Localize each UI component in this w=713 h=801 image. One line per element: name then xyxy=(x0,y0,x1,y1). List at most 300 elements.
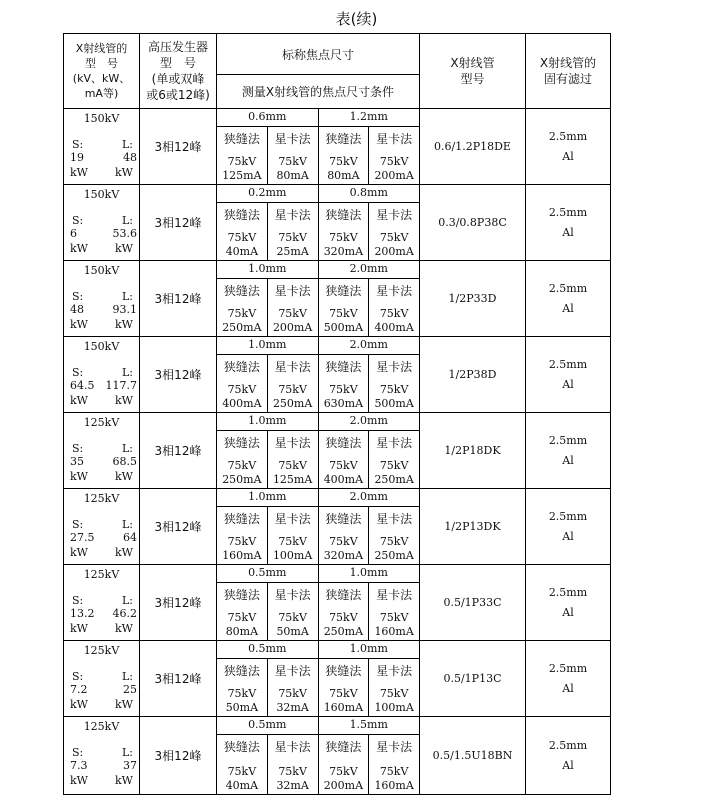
inherent-filtration xyxy=(526,565,610,640)
method-params xyxy=(226,765,258,793)
focus-units xyxy=(70,546,133,559)
method-kv: 75kV xyxy=(278,535,307,548)
focus-units xyxy=(70,698,133,711)
small-focus-label: S: xyxy=(72,670,84,683)
method-cell xyxy=(319,127,370,184)
method-params xyxy=(276,155,308,183)
method-params xyxy=(374,459,413,487)
filtration-material: Al xyxy=(562,301,574,315)
nominal-size-small: 0.6mm xyxy=(217,109,319,126)
method-ma: 250mA xyxy=(222,321,262,334)
tube-voltage: 150kV xyxy=(83,340,120,353)
method-cell xyxy=(268,355,319,412)
inherent-filtration xyxy=(526,185,610,260)
method-params xyxy=(276,765,308,793)
method-params xyxy=(273,383,312,411)
large-focus-label: L: xyxy=(121,746,133,759)
method-kv: 75kV xyxy=(379,687,409,700)
tube-model: 0.5/1.5U18BN xyxy=(420,717,526,794)
power-cell xyxy=(64,185,140,260)
large-focus-power: 64 xyxy=(123,531,137,544)
method-params xyxy=(222,459,261,487)
method-name: 狭缝法 xyxy=(223,740,260,754)
tube-voltage: 150kV xyxy=(83,112,120,125)
generator-type: 3相12峰 xyxy=(140,641,217,716)
header-tube-model xyxy=(420,34,526,108)
method-list xyxy=(217,507,419,564)
method-list xyxy=(217,659,419,716)
method-kv: 75kV xyxy=(329,307,358,320)
inherent-filtration xyxy=(526,641,610,716)
method-cell xyxy=(319,431,370,488)
method-cell xyxy=(217,203,268,260)
method-cell xyxy=(369,507,419,564)
focus-labels xyxy=(72,594,133,607)
method-params xyxy=(226,231,258,259)
focus-power xyxy=(70,151,137,164)
nominal-size-small: 0.5mm xyxy=(217,641,319,658)
large-focus-unit: kW xyxy=(115,470,133,483)
generator-type: 3相12峰 xyxy=(140,717,217,794)
spec-table xyxy=(63,33,611,795)
header-tube-spec-line: (kV、kW、 xyxy=(72,72,131,85)
method-cell xyxy=(369,659,419,716)
header-tube-spec-line: 型 号 xyxy=(85,57,118,70)
method-ma: 160mA xyxy=(323,701,364,714)
method-ma: 500mA xyxy=(323,321,364,334)
nominal-sizes xyxy=(217,413,419,431)
focus-labels xyxy=(72,290,133,303)
method-name: 星卡法 xyxy=(376,208,413,222)
tube-voltage: 125kV xyxy=(83,492,120,505)
method-params xyxy=(324,383,363,411)
method-kv: 75kV xyxy=(329,687,358,700)
tube-model: 1/2P33D xyxy=(420,261,526,336)
method-name: 狭缝法 xyxy=(325,436,362,450)
nominal-size-small: 0.5mm xyxy=(217,565,319,582)
method-ma: 80mA xyxy=(327,169,360,182)
method-ma: 500mA xyxy=(374,397,414,410)
large-focus-power: 46.2 xyxy=(112,607,137,620)
header-focal-size: 标称焦点尺寸 xyxy=(217,34,419,75)
method-name: 星卡法 xyxy=(274,436,311,450)
small-focus-unit: kW xyxy=(70,698,88,711)
small-focus-label: S: xyxy=(72,366,84,379)
power-cell xyxy=(64,641,140,716)
nominal-size-large: 1.0mm xyxy=(349,566,388,579)
nominal-sizes xyxy=(217,337,419,355)
generator-type: 3相12峰 xyxy=(140,413,217,488)
method-name: 星卡法 xyxy=(274,664,311,678)
method-kv: 75kV xyxy=(227,459,257,472)
method-name: 星卡法 xyxy=(376,588,413,602)
method-cell xyxy=(319,507,370,564)
nominal-size-small: 0.5mm xyxy=(217,717,319,734)
method-kv: 75kV xyxy=(227,155,257,168)
tube-voltage: 125kV xyxy=(83,720,120,733)
method-kv: 75kV xyxy=(227,383,257,396)
focus-power xyxy=(70,683,137,696)
table-row xyxy=(64,109,610,185)
focus-labels xyxy=(72,366,133,379)
focus-power xyxy=(70,455,137,468)
large-focus-power: 68.5 xyxy=(112,455,137,468)
large-focus-unit: kW xyxy=(115,394,133,407)
nominal-sizes xyxy=(217,641,419,659)
method-list xyxy=(217,203,419,260)
power-cell xyxy=(64,565,140,640)
small-focus-power: 7.3 xyxy=(70,759,88,772)
table-row xyxy=(64,185,610,261)
method-list xyxy=(217,355,419,412)
method-params xyxy=(276,611,308,639)
method-params xyxy=(374,611,413,639)
focus-units xyxy=(70,470,133,483)
header-filtration xyxy=(526,34,610,108)
generator-type: 3相12峰 xyxy=(140,261,217,336)
method-params xyxy=(324,611,363,639)
small-focus-power: 6 xyxy=(70,227,77,240)
large-focus-label: L: xyxy=(121,442,133,455)
method-kv: 75kV xyxy=(329,383,358,396)
method-kv: 75kV xyxy=(278,611,307,624)
method-ma: 50mA xyxy=(225,701,259,714)
tube-voltage: 125kV xyxy=(83,644,120,657)
method-params xyxy=(374,231,413,259)
method-params xyxy=(324,459,363,487)
method-kv: 75kV xyxy=(379,307,409,320)
tube-model: 0.5/1P13C xyxy=(420,641,526,716)
method-cell xyxy=(319,583,370,640)
small-focus-label: S: xyxy=(72,594,84,607)
method-kv: 75kV xyxy=(278,459,307,472)
power-cell xyxy=(64,489,140,564)
small-focus-unit: kW xyxy=(70,318,88,331)
method-cell xyxy=(217,431,268,488)
small-focus-unit: kW xyxy=(70,470,88,483)
method-kv: 75kV xyxy=(379,535,409,548)
method-cell xyxy=(369,735,419,794)
method-cell xyxy=(217,659,268,716)
focus-labels xyxy=(72,746,133,759)
method-params xyxy=(222,535,261,563)
focus-units xyxy=(70,394,133,407)
method-name: 狭缝法 xyxy=(223,588,260,602)
filtration-value: 2.5mm xyxy=(548,433,588,447)
nominal-size-small: 1.0mm xyxy=(217,337,319,354)
focus-labels xyxy=(72,442,133,455)
table-row xyxy=(64,337,610,413)
method-params xyxy=(226,611,258,639)
filtration-material: Al xyxy=(562,149,574,163)
method-name: 星卡法 xyxy=(274,740,311,754)
method-ma: 80mA xyxy=(225,625,259,638)
power-cell xyxy=(64,717,140,794)
method-cell xyxy=(217,507,268,564)
small-focus-label: S: xyxy=(72,290,84,303)
filtration-value: 2.5mm xyxy=(548,585,588,599)
header-filtration-line: 固有滤过 xyxy=(543,72,592,86)
method-kv: 75kV xyxy=(227,611,257,624)
method-name: 狭缝法 xyxy=(223,664,260,678)
method-ma: 320mA xyxy=(323,549,364,562)
method-params xyxy=(374,765,413,793)
method-kv: 75kV xyxy=(329,231,358,244)
method-ma: 400mA xyxy=(222,397,262,410)
nominal-size-large: 2.0mm xyxy=(349,414,388,427)
filtration-value: 2.5mm xyxy=(548,357,588,371)
large-focus-unit: kW xyxy=(115,318,133,331)
small-focus-unit: kW xyxy=(70,166,88,179)
table-row xyxy=(64,565,610,641)
small-focus-label: S: xyxy=(72,746,84,759)
method-ma: 200mA xyxy=(323,779,364,792)
generator-type: 3相12峰 xyxy=(140,337,217,412)
large-focus-unit: kW xyxy=(115,546,133,559)
filtration-material: Al xyxy=(562,681,574,695)
method-kv: 75kV xyxy=(278,307,307,320)
small-focus-power: 19 xyxy=(70,151,84,164)
method-cell xyxy=(319,735,370,794)
inherent-filtration xyxy=(526,337,610,412)
method-params xyxy=(374,687,413,715)
filtration-value: 2.5mm xyxy=(548,509,588,523)
tube-model: 1/2P18DK xyxy=(420,413,526,488)
method-kv: 75kV xyxy=(379,383,409,396)
method-cell xyxy=(369,583,419,640)
table-row xyxy=(64,717,610,794)
method-params xyxy=(222,307,261,335)
large-focus-power: 37 xyxy=(123,759,137,772)
method-params xyxy=(374,307,413,335)
method-kv: 75kV xyxy=(227,687,257,700)
method-cell xyxy=(369,127,419,184)
header-generator-line: (单或双峰 xyxy=(151,72,205,86)
method-name: 狭缝法 xyxy=(325,512,362,526)
inherent-filtration xyxy=(526,489,610,564)
header-tube-model-line: X射线管 xyxy=(450,56,495,70)
method-params xyxy=(276,231,308,259)
focal-conditions xyxy=(217,489,420,564)
filtration-material: Al xyxy=(562,225,574,239)
tube-model: 1/2P38D xyxy=(420,337,526,412)
method-kv: 75kV xyxy=(379,231,409,244)
method-kv: 75kV xyxy=(278,687,307,700)
method-ma: 50mA xyxy=(276,625,309,638)
method-name: 星卡法 xyxy=(376,436,413,450)
focus-units xyxy=(70,774,133,787)
large-focus-label: L: xyxy=(121,138,133,151)
power-cell xyxy=(64,337,140,412)
method-name: 星卡法 xyxy=(274,208,311,222)
nominal-size-large: 2.0mm xyxy=(349,262,388,275)
tube-model: 0.6/1.2P18DE xyxy=(420,109,526,184)
method-list xyxy=(217,431,419,488)
method-params xyxy=(374,155,413,183)
method-cell xyxy=(369,203,419,260)
method-cell xyxy=(268,507,319,564)
large-focus-label: L: xyxy=(121,290,133,303)
focal-conditions xyxy=(217,641,420,716)
method-name: 狭缝法 xyxy=(325,664,362,678)
filtration-value: 2.5mm xyxy=(548,738,588,752)
focal-conditions xyxy=(217,109,420,184)
large-focus-unit: kW xyxy=(115,166,133,179)
method-cell xyxy=(268,659,319,716)
tube-voltage: 125kV xyxy=(83,568,120,581)
method-params xyxy=(324,231,363,259)
method-kv: 75kV xyxy=(329,535,358,548)
method-params xyxy=(273,459,312,487)
method-ma: 200mA xyxy=(374,169,414,182)
method-cell xyxy=(217,279,268,336)
large-focus-unit: kW xyxy=(115,774,133,787)
method-params xyxy=(327,155,359,183)
method-params xyxy=(222,155,261,183)
small-focus-power: 13.2 xyxy=(70,607,95,620)
method-name: 星卡法 xyxy=(376,132,413,146)
focal-conditions xyxy=(217,261,420,336)
method-cell xyxy=(319,659,370,716)
method-name: 星卡法 xyxy=(274,588,311,602)
method-name: 狭缝法 xyxy=(223,436,260,450)
small-focus-unit: kW xyxy=(70,394,88,407)
method-kv: 75kV xyxy=(227,535,257,548)
focal-conditions xyxy=(217,565,420,640)
method-params xyxy=(226,687,258,715)
method-params xyxy=(273,535,312,563)
header-tube-spec xyxy=(64,34,140,108)
method-ma: 250mA xyxy=(222,473,262,486)
method-name: 星卡法 xyxy=(376,664,413,678)
method-ma: 100mA xyxy=(374,701,414,714)
nominal-size-large: 2.0mm xyxy=(349,338,388,351)
focus-power xyxy=(70,303,137,316)
method-ma: 250mA xyxy=(323,625,364,638)
method-name: 星卡法 xyxy=(376,740,413,754)
method-params xyxy=(374,383,413,411)
filtration-value: 2.5mm xyxy=(548,205,588,219)
small-focus-label: S: xyxy=(72,518,84,531)
small-focus-power: 35 xyxy=(70,455,84,468)
tube-model: 0.5/1P33C xyxy=(420,565,526,640)
header-focal xyxy=(217,34,420,108)
method-name: 狭缝法 xyxy=(223,360,260,374)
nominal-sizes xyxy=(217,489,419,507)
method-params xyxy=(324,687,363,715)
method-cell xyxy=(268,279,319,336)
method-name: 星卡法 xyxy=(376,284,413,298)
method-cell xyxy=(268,735,319,794)
power-cell xyxy=(64,413,140,488)
method-name: 星卡法 xyxy=(376,360,413,374)
method-cell xyxy=(319,355,370,412)
focus-power xyxy=(70,759,137,772)
method-cell xyxy=(217,735,268,794)
large-focus-unit: kW xyxy=(115,242,133,255)
method-name: 狭缝法 xyxy=(325,132,362,146)
focus-labels xyxy=(72,670,133,683)
method-name: 狭缝法 xyxy=(325,284,362,298)
large-focus-power: 93.1 xyxy=(112,303,137,316)
method-cell xyxy=(319,203,370,260)
nominal-sizes xyxy=(217,185,419,203)
generator-type: 3相12峰 xyxy=(140,489,217,564)
method-ma: 25mA xyxy=(276,245,309,258)
method-name: 狭缝法 xyxy=(223,512,260,526)
header-generator-line: 型 号 xyxy=(159,56,196,70)
method-kv: 75kV xyxy=(329,765,358,778)
table-row xyxy=(64,641,610,717)
method-kv: 75kV xyxy=(278,765,307,778)
header-generator-line: 或6或12峰) xyxy=(146,88,210,102)
focus-power xyxy=(70,227,137,240)
small-focus-unit: kW xyxy=(70,774,88,787)
method-params xyxy=(374,535,413,563)
table-header xyxy=(64,34,610,109)
method-kv: 75kV xyxy=(227,307,257,320)
method-ma: 100mA xyxy=(272,549,313,562)
method-cell xyxy=(369,431,419,488)
filtration-material: Al xyxy=(562,605,574,619)
method-cell xyxy=(268,127,319,184)
method-ma: 125mA xyxy=(272,473,313,486)
method-cell xyxy=(319,279,370,336)
method-kv: 75kV xyxy=(379,155,409,168)
small-focus-label: S: xyxy=(72,214,84,227)
filtration-value: 2.5mm xyxy=(548,281,588,295)
method-params xyxy=(324,535,363,563)
method-kv: 75kV xyxy=(329,459,358,472)
focus-labels xyxy=(72,214,133,227)
method-ma: 250mA xyxy=(374,549,414,562)
focus-labels xyxy=(72,518,133,531)
method-params xyxy=(273,307,312,335)
method-cell xyxy=(217,583,268,640)
generator-type: 3相12峰 xyxy=(140,109,217,184)
filtration-material: Al xyxy=(562,529,574,543)
small-focus-label: S: xyxy=(72,138,84,151)
large-focus-label: L: xyxy=(121,366,133,379)
method-ma: 125mA xyxy=(222,169,262,182)
large-focus-power: 117.7 xyxy=(105,379,137,392)
method-name: 星卡法 xyxy=(376,512,413,526)
method-params xyxy=(324,765,363,793)
method-ma: 320mA xyxy=(323,245,364,258)
filtration-material: Al xyxy=(562,453,574,467)
focus-units xyxy=(70,622,133,635)
method-kv: 75kV xyxy=(227,231,257,244)
nominal-sizes xyxy=(217,261,419,279)
method-name: 星卡法 xyxy=(274,132,311,146)
generator-type: 3相12峰 xyxy=(140,185,217,260)
method-list xyxy=(217,735,419,794)
nominal-sizes xyxy=(217,109,419,127)
power-cell xyxy=(64,261,140,336)
header-generator xyxy=(140,34,217,108)
method-cell xyxy=(268,203,319,260)
method-ma: 160mA xyxy=(374,779,414,792)
large-focus-label: L: xyxy=(121,594,133,607)
header-tube-spec-line: X射线管的 xyxy=(75,42,128,55)
method-name: 狭缝法 xyxy=(325,588,362,602)
method-ma: 32mA xyxy=(276,701,309,714)
nominal-size-small: 1.0mm xyxy=(217,489,319,506)
nominal-size-large: 1.2mm xyxy=(349,110,388,123)
method-params xyxy=(222,383,261,411)
large-focus-power: 48 xyxy=(123,151,137,164)
method-cell xyxy=(268,431,319,488)
